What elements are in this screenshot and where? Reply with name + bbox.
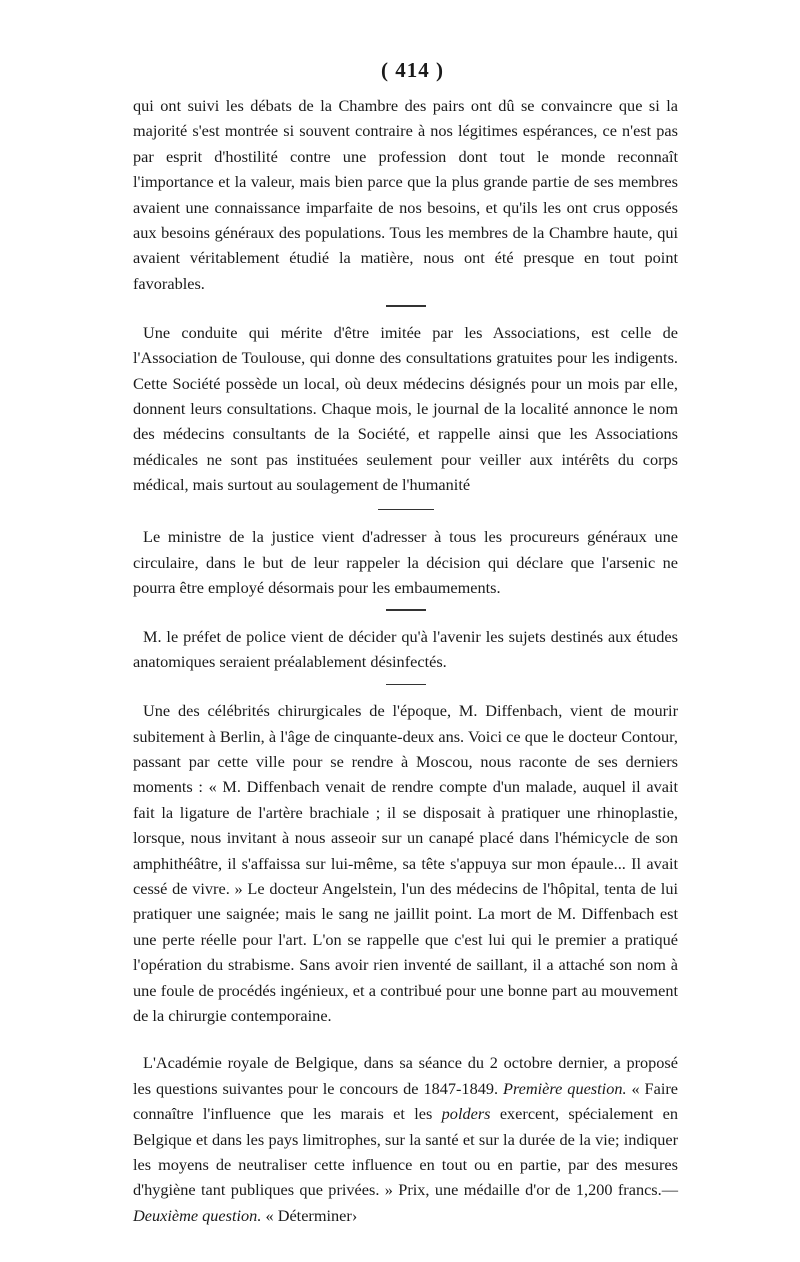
section-divider xyxy=(386,684,426,686)
paragraph-diffenbach-death: Une des célébrités chirurgicales de l'époque, M. Diffenbach, vient de mourir subitement à Berlin, à l'âge de cinquante-deux ans. Voici ce que le docteur Contour, passant par cette ville pour se rendre à Moscou, nous raconte de ses derniers moments : « M. Diffenbach venait de rendre compte d'un malade, auquel il avait fait la ligature de l'artère brachiale ; il se disposait à pratiquer une rhinoplastie, lorsque, nous invitant à nous asseoir sur un canapé placé dans l'hémicycle de son amphithéâtre, il s'affaissa sur lui-même, sa tête s'appuya sur mon épaule... Il avait cessé de vivre. » Le docteur Angelstein, l'un des médecins de l'hôpital, tenta de lui pratiquer une saignée; mais le sang ne jaillit point. La mort de M. Diffenbach est une perte réelle pour l'art. L'on se rappelle que c'est lui qui le premier a pratiqué l'opération du strabisme. Sans avoir rien inventé de saillant, il a attaché son nom à une foule de procédés ingénieux, et a contribué pour une bonne part au mouvement de la chirurgie contemporaine. xyxy=(133,701,678,1025)
italic-segment: polders xyxy=(441,1104,491,1124)
paragraph-prefect-of-police: M. le préfet de police vient de décider qu'à l'avenir les sujets destinés aux études anatomiques seraient préalablement désinfectés. xyxy=(133,626,678,672)
text-segment: L'Académie royale de Belgique, dans sa séance du 2 octobre dernier, a proposé les questions suivantes pour le concours de 1847-1849. xyxy=(133,1053,678,1098)
text-segment: exercent, spécialement en Belgique et dans les pays limitrophes, sur la santé et sur la durée de la vie; indiquer les moyens de neutraliser cette influence en tout ou en partie, par des mesures d'hygiène tant publiques que privées. » Prix, une médaille d'or de 1,200 francs.— xyxy=(133,1104,679,1200)
paragraph-belgian-academy xyxy=(133,1050,678,1228)
paragraph-minister-of-justice: Le ministre de la justice vient d'adresser à tous les procureurs généraux une circulaire, dans le but de leur rappeler la décision qui déclare que l'arsenic ne pourra être employé désormais pour les embaumements. xyxy=(133,527,678,597)
section-divider xyxy=(386,305,426,307)
section-divider xyxy=(378,509,434,511)
italic-segment: Première question. xyxy=(503,1078,627,1098)
section-spacer xyxy=(133,1028,678,1050)
paragraph-toulouse-association: Une conduite qui mérite d'être imitée par les Associations, est celle de l'Association de Toulouse, qui donne des consultations gratuites pour les indigents. Cette Société possède un local, où deux médecins désignés pour un mois par elle, donnent leurs consultations. Chaque mois, le journal de la localité annonce le nom des médecins consultants de la Société, et rappelle ainsi que les Associations médicales ne sont pas instituées seulement pour veiller aux intérêts du corps médical, mais surtout au soulagement de l'humanité xyxy=(133,322,678,495)
page-number: ( 414 ) xyxy=(381,58,444,82)
italic-segment: Deuxième question. xyxy=(133,1205,262,1225)
section-divider xyxy=(386,609,426,611)
text-segment: « Faire connaître l'influence que les marais et les xyxy=(133,1078,679,1124)
paragraph-chamber-of-peers: qui ont suivi les débats de la Chambre des pairs ont dû se convaincre que si la majorité s'est montrée si souvent contraire à nos légitimes espérances, ce n'est pas par esprit d'hostilité contre une profession dont tout le monde reconnaît l'importance et la valeur, mais bien parce que la plus grande partie de ses membres avaient une connaissance imparfaite de nos besoins, et qu'ils les ont crus opposés aux besoins généraux des populations. Tous les membres de la Chambre haute, qui avaient véritablement étudié la matière, nous ont été presque en tout point favorables. xyxy=(133,96,678,293)
text-segment: « Déterminer› xyxy=(261,1205,358,1225)
